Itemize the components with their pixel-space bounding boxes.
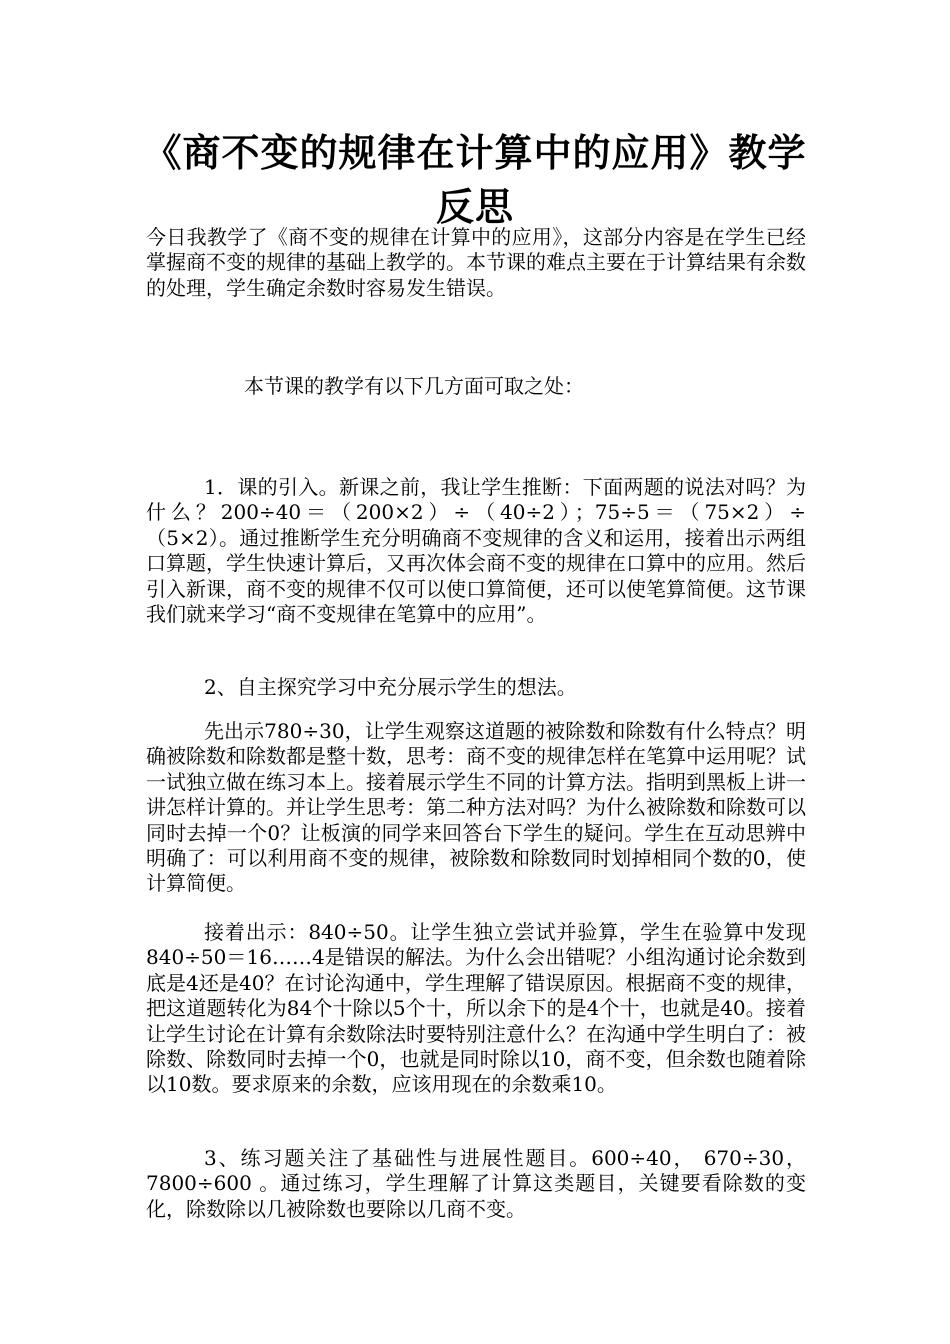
point-3-paragraph: 3、练习题关注了基础性与进展性题目。600÷40， 670÷30，7800÷600 。通过练习，学生理解了计算这类题目，关键要看除数的变化，除数除以几被除数也要除以几商不变。 [146,1146,806,1221]
point-2-example-2-paragraph: 接着出示：840÷50。让学生独立尝试并验算，学生在验算中发现840÷50＝16……4是错误的解法。为什么会出错呢？小组沟通讨论余数到底是4还是40？在讨论沟通中，学生理解了错误原因。根据商不变的规律，把这道题转化为84个十除以5个十，所以余下的是4个十，也就是40。接着让学生讨论在计算有余数除法时要特别注意什么？在沟通中学生明白了：被除数、除数同时去掉一个0，也就是同时除以10，商不变，但余数也随着除以10数。要求原来的余数，应该用现在的余数乘10。 [146,920,806,1097]
point-2-example-1-paragraph: 先出示780÷30，让学生观察这道题的被除数和除数有什么特点？明确被除数和除数都是整十数，思考：商不变的规律怎样在笔算中运用呢？试一试独立做在练习本上。接着展示学生不同的计算方法。指明到黑板上讲一讲怎样计算的。并让学生思考：第二种方法对吗？为什么被除数和除数可以同时去掉一个0？让板演的同学来回答台下学生的疑问。学生在互动思辨中明确了：可以利用商不变的规律，被除数和除数同时划掉相同个数的0，使计算简便。 [146,719,806,896]
document-title: 《商不变的规律在计算中的应用》教学反思 [143,131,807,229]
point-2-heading: 2、自主探究学习中充分展示学生的想法。 [204,675,577,699]
intro-paragraph: 今日我教学了《商不变的规律在计算中的应用》，这部分内容是在学生已经掌握商不变的规律的基础上教学的。本节课的难点主要在于计算结果有余数的处理，学生确定余数时容易发生错误。 [146,225,806,300]
highlights-heading: 本节课的教学有以下几方面可取之处： [244,374,584,398]
point-1-paragraph: 1．课的引入。新课之前，我让学生推断：下面两题的说法对吗？为什么？200÷40＝（200×2）÷（40÷2）；75÷5＝（75×2）÷（5×2）。通过推断学生充分明确商不变规律的含义和运用，接着出示两组口算题，学生快速计算后，又再次体会商不变的规律在口算中的应用。然后引入新课，商不变的规律不仅可以使口算简便，还可以使笔算简便。这节课我们就来学习“商不变规律在笔算中的应用”。 [146,475,806,627]
